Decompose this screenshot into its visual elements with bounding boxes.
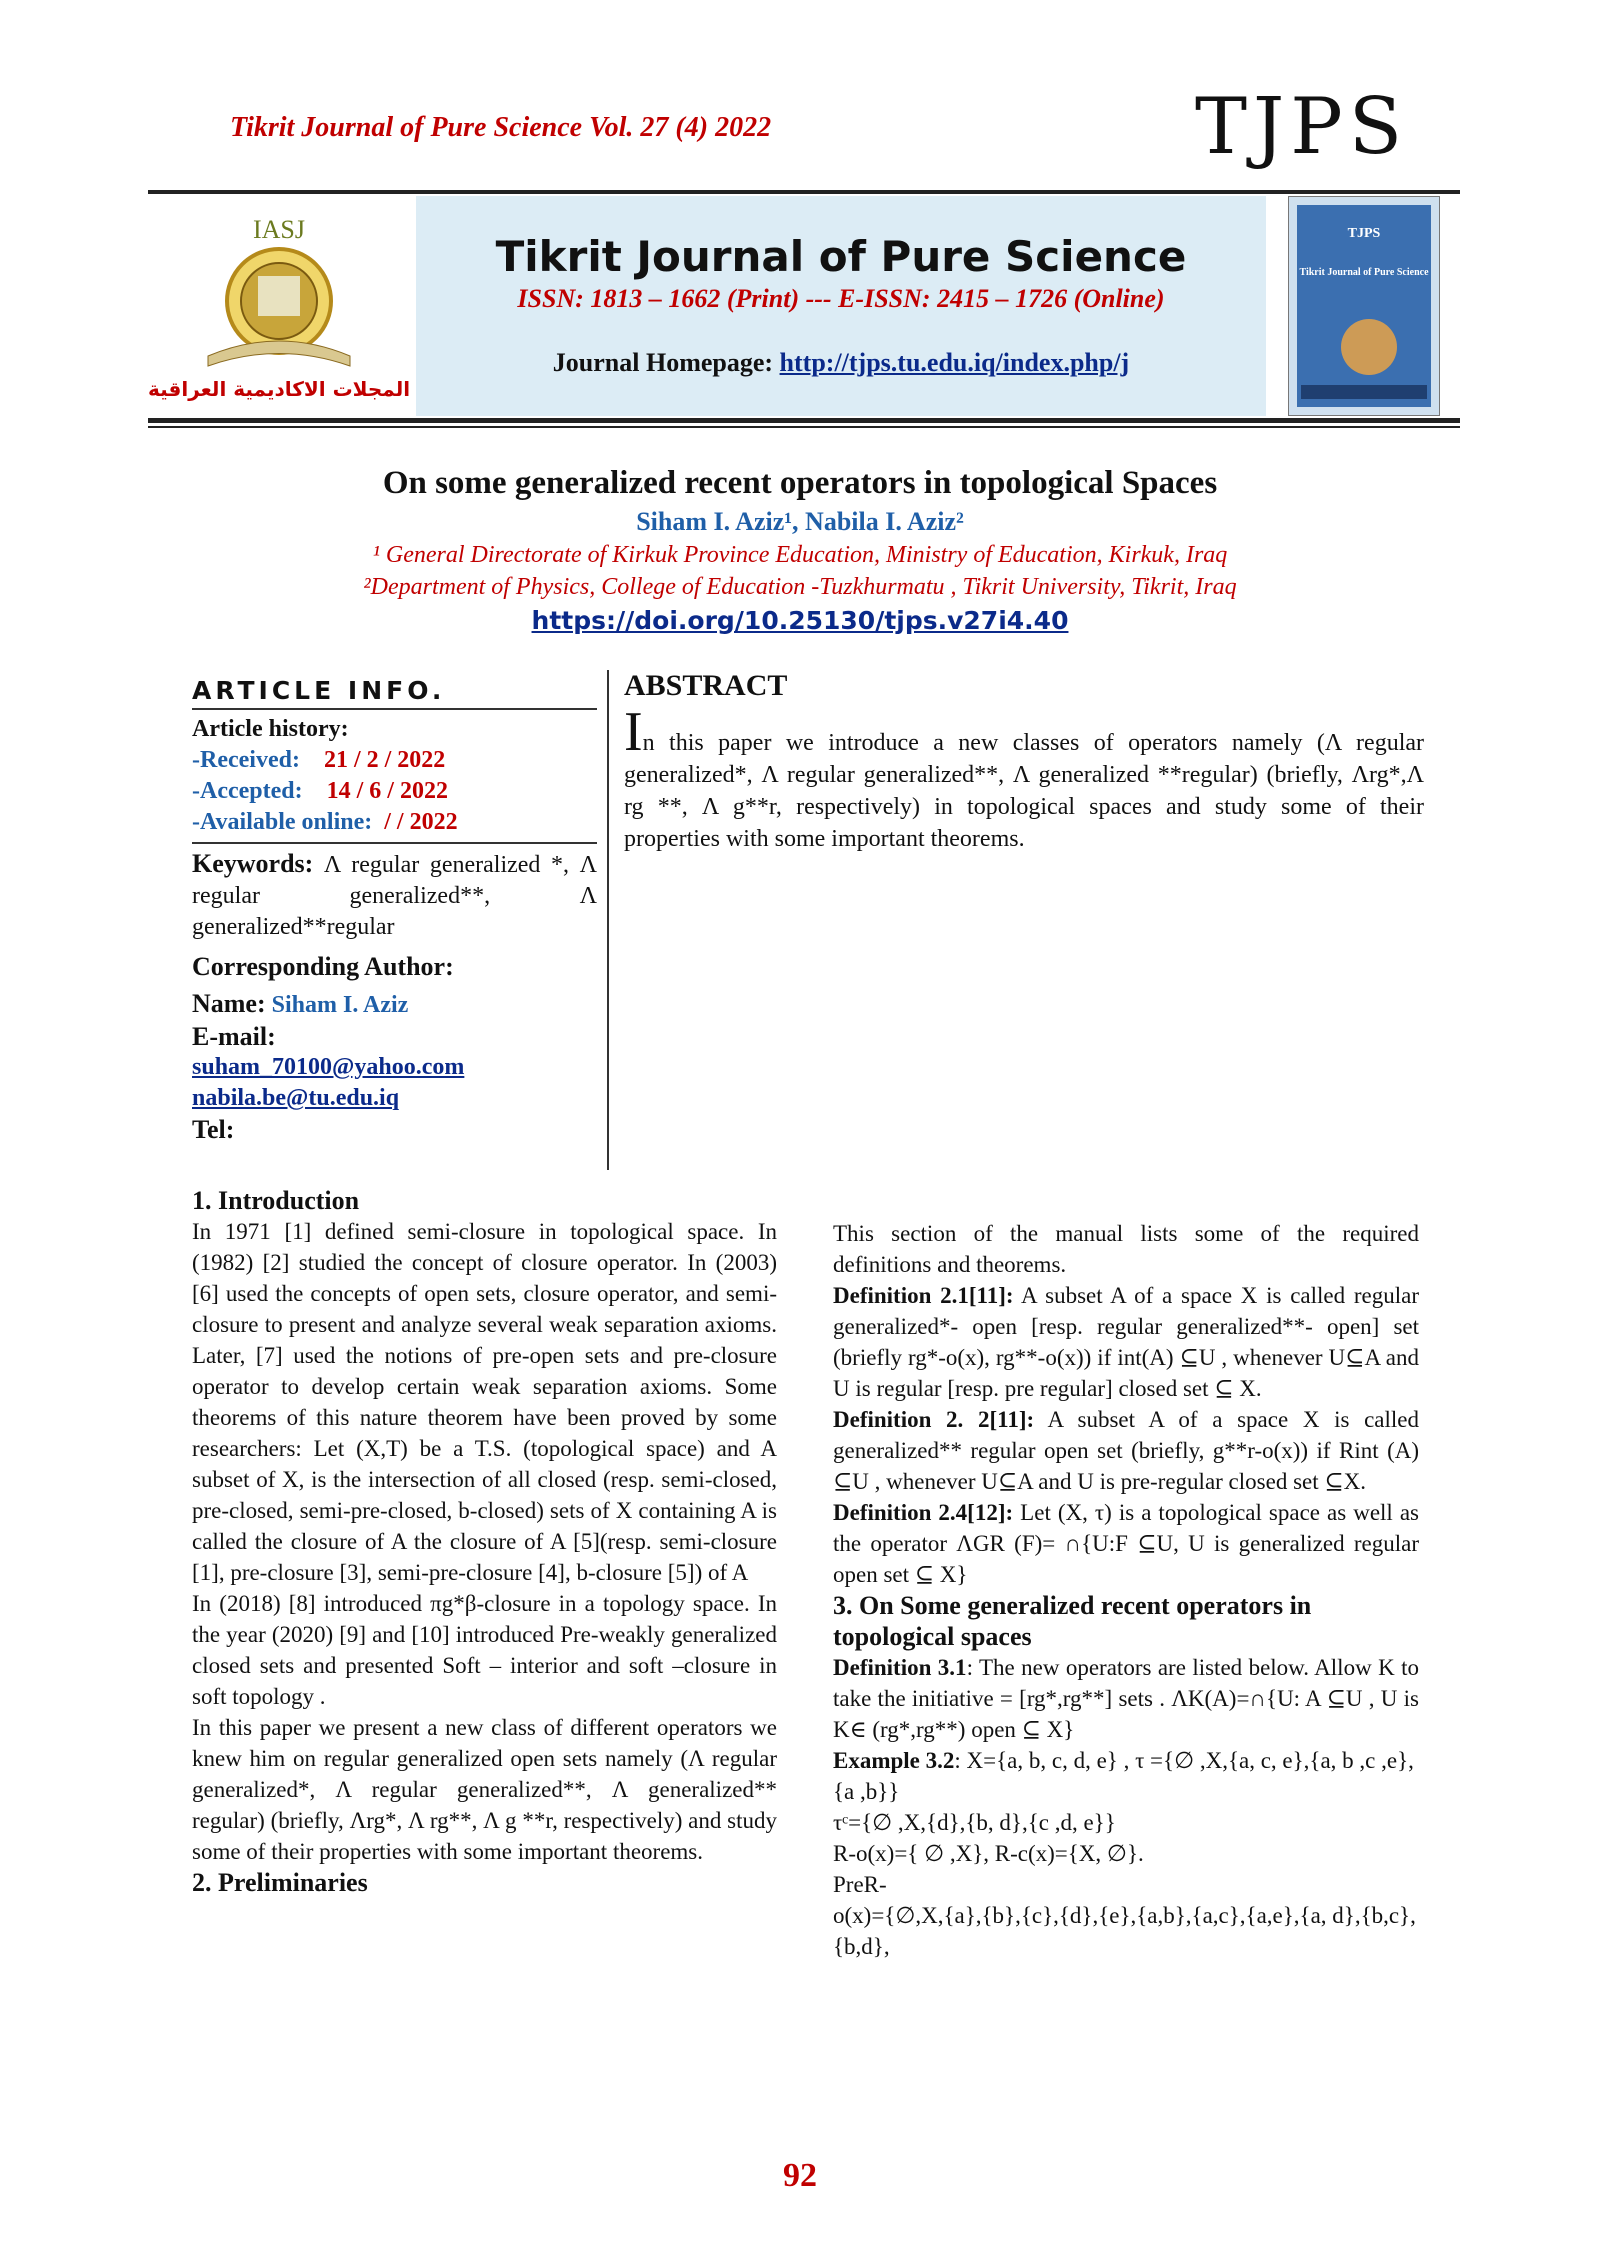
abstract-heading: ABSTRACT [624,669,788,702]
banner-rule [148,418,1460,423]
column-divider [607,670,609,1170]
author-name: Siham I. Aziz [271,992,409,1018]
definition-2-2 [833,1404,1419,1497]
abstract-body: n this paper we introduce a new classes of operators namely (Λ regular generalized*, Λ regular generalized**, Λ generalized **regular) (briefly, Λrg*,Λ rg **, Λ g**r, respectively) in topological spaces and study some of their properties with some important theorems. [624,730,1424,852]
introduction-heading: 1. Introduction [192,1186,360,1215]
authors: Siham I. Aziz¹, Nabila I. Aziz² [636,507,964,536]
preliminaries-heading: 2. Preliminaries [192,1868,368,1897]
article-info [192,675,597,1145]
available-row [192,807,597,838]
abstract [624,670,1424,855]
keywords [192,848,597,943]
definition-2-4 [833,1497,1419,1590]
received-row [192,745,597,776]
definition-2-4-label: Definition 2.4[12]: [833,1500,1014,1525]
section-3-heading: 3. On Some generalized recent operators in topological spaces [833,1591,1312,1651]
email-link-1[interactable]: suham_70100@yahoo.com [192,1054,465,1080]
available-date: / / 2022 [384,809,458,835]
definition-3-1 [833,1652,1419,1745]
abstract-dropcap: I [624,701,643,763]
accepted-label: -Accepted: [192,778,303,804]
journal-title: Tikrit Journal of Pure Science [495,232,1187,281]
example-3-2 [833,1745,1419,1807]
tel-label: Tel: [192,1115,235,1144]
example-3-2-line-2: τᶜ={∅ ,X,{d},{b, d},{c ,d, e}} [833,1810,1116,1835]
accepted-row [192,776,597,807]
info-rule [192,708,597,710]
keywords-text: Λ regular generalized *, Λ regular generalized**, Λ generalized**regular [192,852,598,940]
journal-logo-text: TJPS [1195,82,1409,172]
received-label: -Received: [192,747,300,773]
right-column [833,1218,1419,1962]
example-3-2-line-3: R-o(x)={ ∅ ,X}, R-c(x)={X, ∅}. [833,1841,1144,1866]
affiliation-2: ²Department of Physics, College of Education -Tuzkhurmatu , Tikrit University, Tikrit, Iraq [363,574,1237,600]
example-3-2-line-1: : X={a, b, c, d, e} , τ ={∅ ,X,{a, c, e},{a, b ,c ,e},{a ,b}} [833,1748,1414,1804]
available-label: -Available online: [192,809,373,835]
running-head: Tikrit Journal of Pure Science Vol. 27 (4) 2022 [230,112,772,143]
intro-paragraph-2: In (2018) [8] introduced πg*β-closure in a topology space. In the year (2020) [9] and [10] introduced Pre-weakly generalized closed sets and presented Soft – interior and soft –closure in soft topology . [192,1591,777,1709]
email-label: E-mail: [192,1022,276,1051]
example-3-2-line-4: PreR- [833,1872,887,1897]
email-link-2[interactable]: nabila.be@tu.edu.iq [192,1085,400,1111]
info-rule-2 [192,842,597,844]
history-label: Article history: [192,716,349,742]
journal-banner [148,196,1460,424]
cover-logo: TJPS [1347,226,1381,241]
iasj-label: IASJ [252,215,306,244]
name-row [192,988,597,1021]
name-label: Name: [192,989,266,1018]
top-rule [148,190,1460,194]
page-number: 92 [783,2157,817,2194]
banner-center [416,196,1266,416]
homepage-link[interactable]: http://tjps.tu.edu.iq/index.php/j [779,348,1130,377]
accepted-date: 14 / 6 / 2022 [326,778,448,804]
iasj-logo [148,206,410,411]
abstract-text [624,701,1424,855]
keywords-label: Keywords: [192,849,314,878]
definition-2-2-label: Definition 2. 2[11]: [833,1407,1035,1432]
homepage-label: Journal Homepage: [552,348,774,377]
journal-cover-image [1288,196,1440,416]
cover-title: Tikrit Journal of Pure Science [1299,267,1429,278]
prelim-intro: This section of the manual lists some of the required definitions and theorems. [833,1221,1419,1277]
example-3-2-line-5: o(x)={∅,X,{a},{b},{c},{d},{e},{a,b},{a,c},{a,e},{a, d},{b,c},{b,d}, [833,1903,1416,1959]
doi-link[interactable]: https://doi.org/10.25130/tjps.v27i4.40 [531,606,1069,635]
left-column [192,1185,777,1898]
issn-line: ISSN: 1813 – 1662 (Print) --- E-ISSN: 2415 – 1726 (Online) [517,284,1165,313]
definition-3-1-text: : The new operators are listed below. Allow K to take the initiative = [rg*,rg**] sets . ΛK(A)=∩{U: A ⊆U , U is K∈ (rg*,rg**) open ⊆ X} [833,1655,1420,1742]
banner-rule-thin [148,426,1460,428]
definition-2-1-text: A subset A of a space X is called regular generalized*- open [resp. regular generalized**- open] set (briefly rg*-o(x), rg**-o(x)) if int(A) ⊆U , whenever U⊆A and U is regular [resp. pre regular] closed set ⊆ X. [833,1283,1419,1401]
definition-2-1 [833,1280,1419,1404]
iasj-arabic-text: المجلات الاكاديمية العراقية [148,377,410,401]
definition-3-1-label: Definition 3.1 [833,1655,967,1680]
article-info-heading: ARTICLE INFO. [192,676,446,705]
example-3-2-label: Example 3.2 [833,1748,955,1773]
definition-2-2-text: A subset A of a space X is called generalized** regular open set (briefly, g**r-o(x)) if Rint (A) ⊆U , whenever U⊆A and U is pre-regular closed set ⊆X. [833,1407,1419,1494]
definition-2-1-label: Definition 2.1[11]: [833,1283,1014,1308]
received-date: 21 / 2 / 2022 [323,747,446,773]
intro-paragraph-3: In this paper we present a new class of different operators we knew him on regular generalized open sets namely (Λ regular generalized*, Λ regular generalized**, Λ generalized** regular) (briefly, Λrg*, Λ rg**, Λ g **r, respectively) and study some of their properties with some important theorems. [192,1715,777,1864]
homepage-line [416,348,1266,378]
affiliation-1: ¹ General Directorate of Kirkuk Province Education, Ministry of Education, Kirkuk, Iraq [372,542,1228,568]
intro-paragraph-1: In 1971 [1] defined semi-closure in topological space. In (1982) [2] studied the concept of closure operator. In (2003) [6] used the concepts of open sets, closure operator, and semi-closure to present and analyze several weak separation axioms. Later, [7] used the notions of pre-open sets and pre-closure operator to develop certain weak separation axioms. Some theorems of this nature theorem have been proved by some researchers: Let (X,T) be a T.S. (topological space) and A subset of X, is the intersection of all closed (resp. semi-closed, pre-closed, semi-pre-closed, b-closed) sets of X containing A is called the closure of A the closure of A [5](resp. semi-closure [1], pre-closure [3], semi-pre-closure [4], b-closure [5]) of A [192,1219,777,1585]
paper-title: On some generalized recent operators in topological Spaces [382,465,1218,501]
corresponding-label: Corresponding Author: [192,952,454,981]
definition-2-4-text: Let (X, τ) is a topological space as well as the operator ΛGR (F)= ∩{U:F ⊆U, U is generalized regular open set ⊆ X} [833,1500,1420,1587]
